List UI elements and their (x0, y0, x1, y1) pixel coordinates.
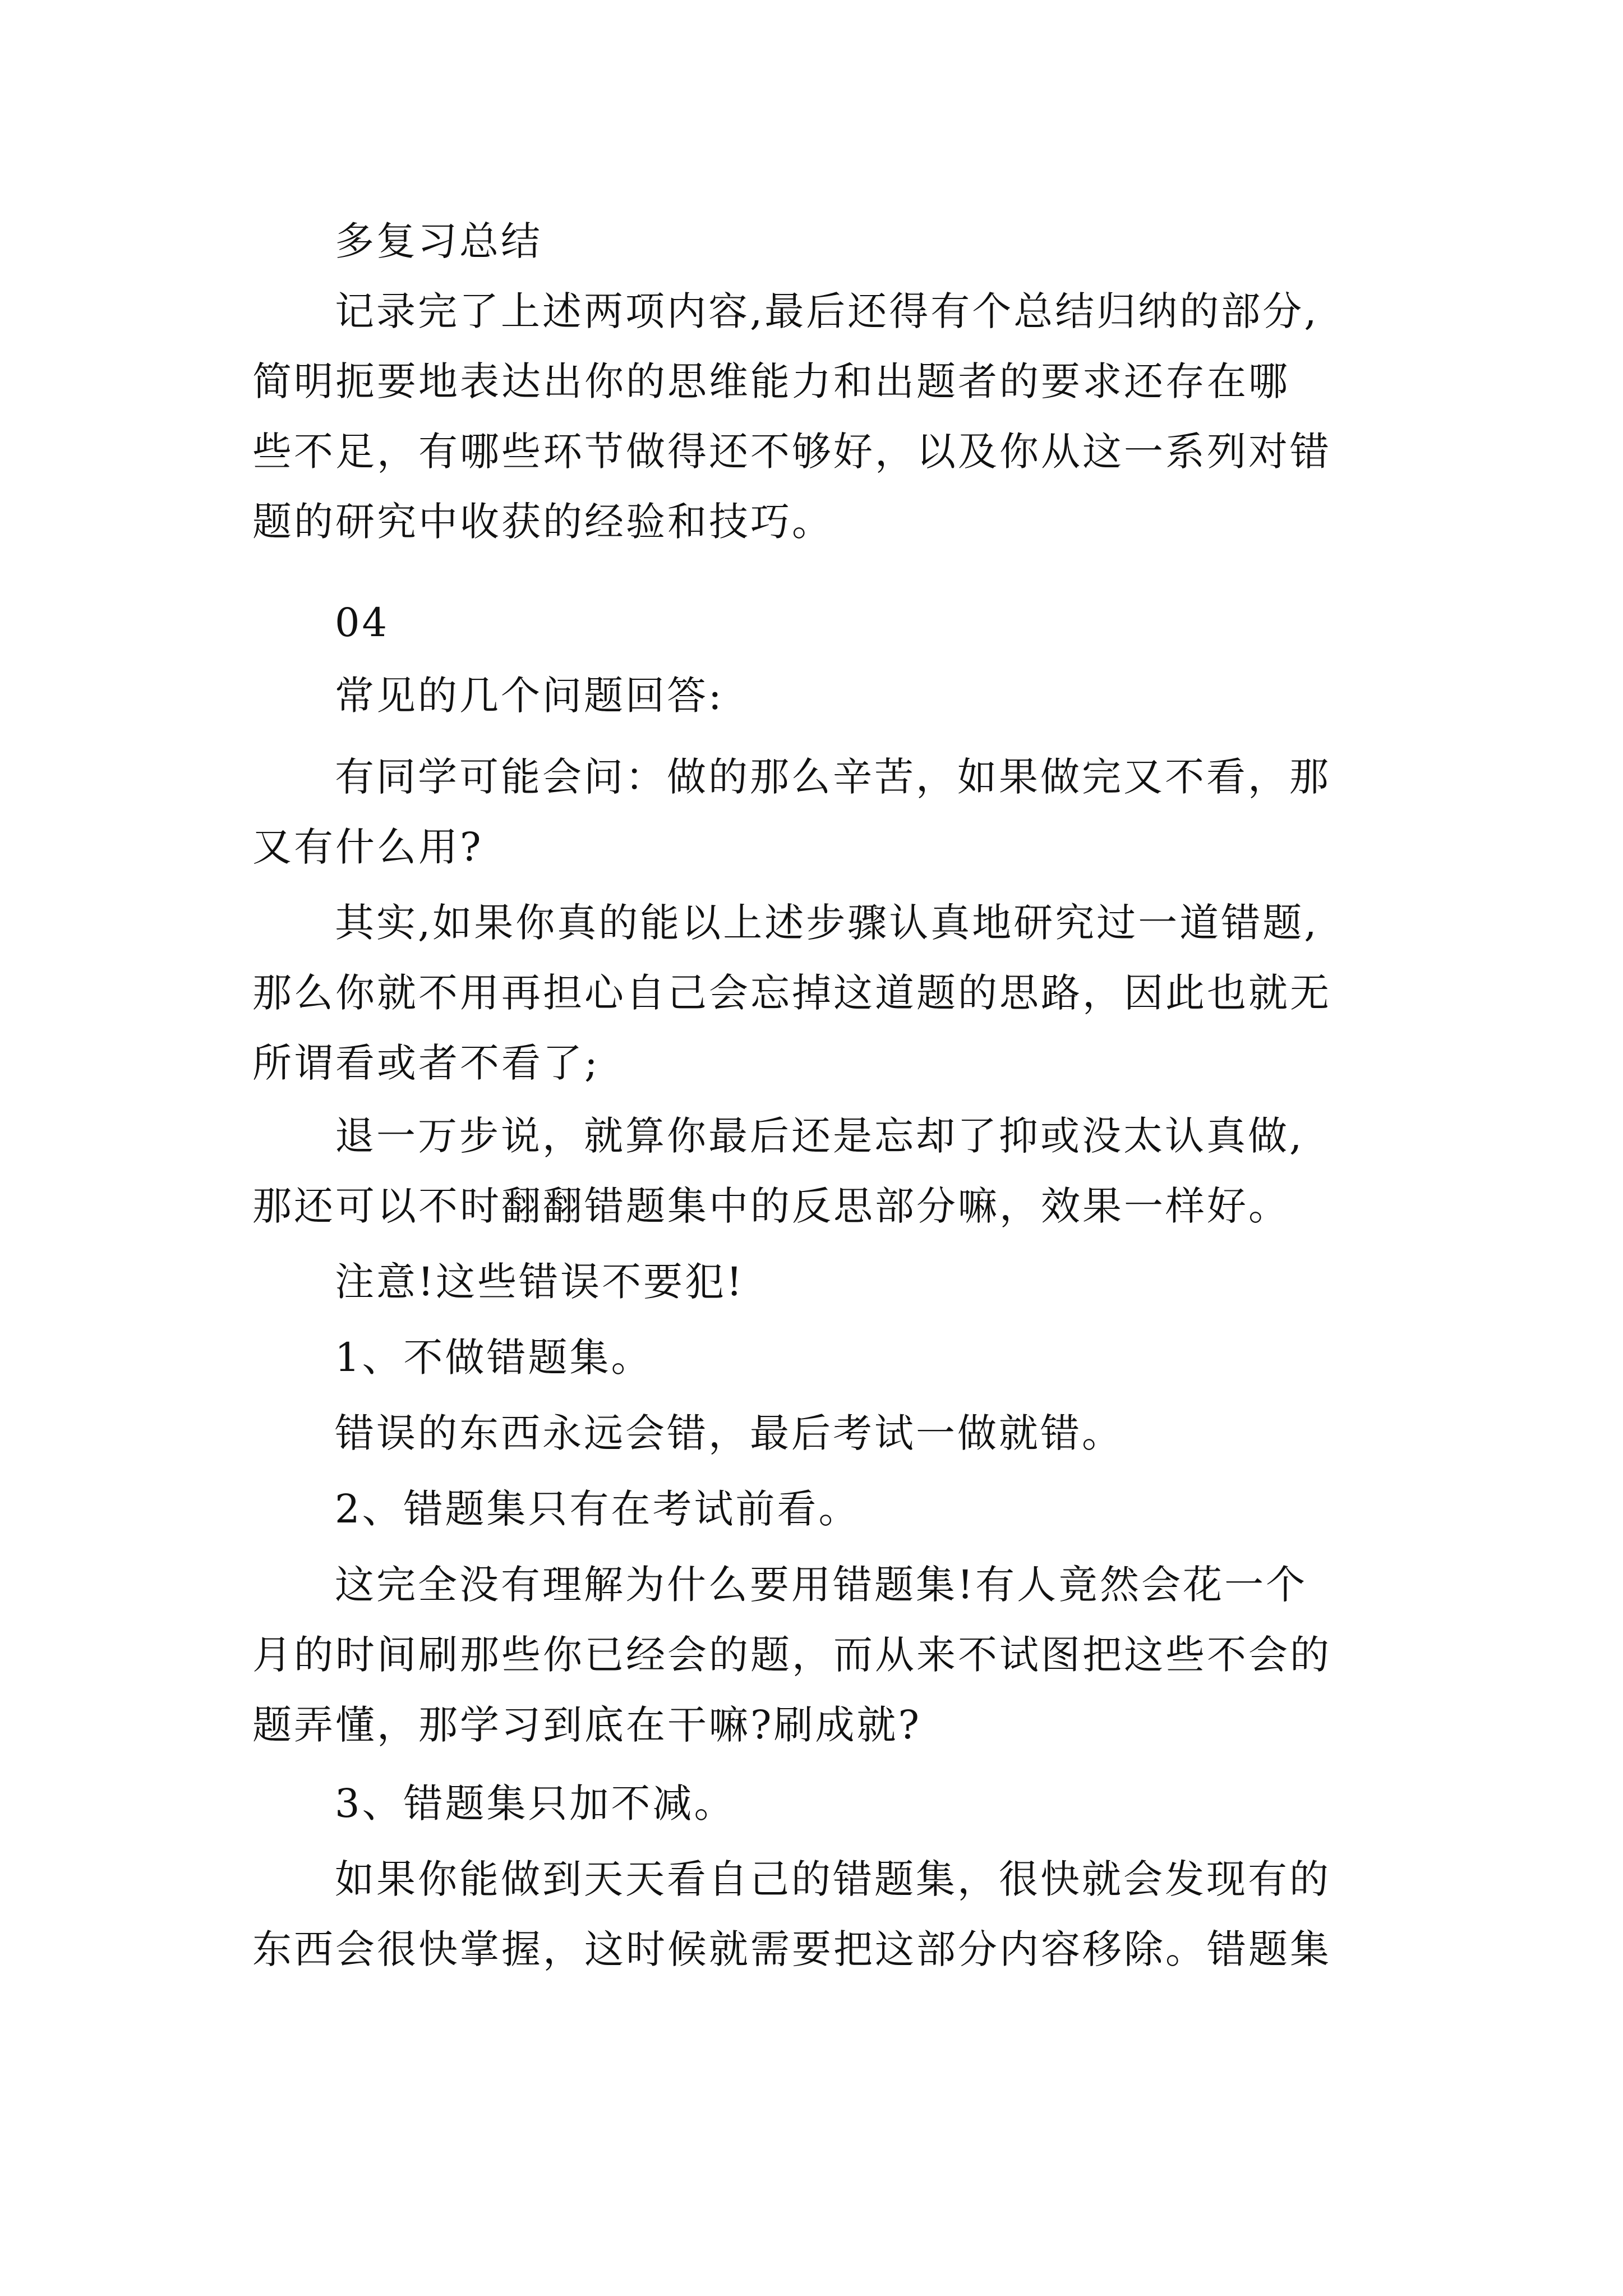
paragraph-line: 东西会很快掌握，这时候就需要把这部分内容移除。错题集 (252, 1926, 1331, 1972)
paragraph-line: 那还可以不时翻翻错题集中的反思部分嘛，效果一样好。 (252, 1183, 1290, 1229)
paragraph-line: 些不足，有哪些环节做得还不够好，以及你从这一系列对错 (252, 429, 1331, 475)
paragraph-line: 月的时间刷那些你已经会的题，而从来不试图把这些不会的 (252, 1632, 1331, 1678)
paragraph-line: 有同学可能会问：做的那么辛苦，如果做完又不看，那 (335, 754, 1331, 800)
paragraph-line: 如果你能做到天天看自己的错题集，很快就会发现有的 (335, 1856, 1331, 1902)
paragraph-line: 其实,如果你真的能以上述步骤认真地研究过一道错题, (335, 900, 1319, 946)
paragraph-line: 错误的东西永远会错，最后考试一做就错。 (335, 1410, 1123, 1456)
section-heading: 多复习总结 (335, 218, 542, 264)
list-item: 1、不做错题集。 (335, 1335, 653, 1381)
section-heading: 注意!这些错误不要犯! (335, 1259, 745, 1305)
paragraph-line: 题的研究中收获的经验和技巧。 (252, 499, 833, 545)
paragraph-line: 所谓看或者不看了; (252, 1040, 600, 1086)
paragraph-line: 记录完了上述两项内容,最后还得有个总结归纳的部分, (335, 288, 1319, 334)
paragraph-line: 退一万步说，就算你最后还是忘却了抑或没太认真做, (335, 1113, 1304, 1159)
paragraph-line: 题弄懂，那学习到底在干嘛?刷成就? (252, 1702, 922, 1748)
paragraph-line: 那么你就不用再担心自己会忘掉这道题的思路，因此也就无 (252, 970, 1331, 1016)
section-number: 04 (335, 600, 390, 646)
paragraph-line: 简明扼要地表达出你的思维能力和出题者的要求还存在哪 (252, 358, 1290, 404)
list-item: 3、错题集只加不减。 (335, 1780, 736, 1826)
paragraph-line: 又有什么用? (252, 824, 483, 870)
paragraph-line: 这完全没有理解为什么要用错题集!有人竟然会花一个 (335, 1562, 1308, 1608)
list-item: 2、错题集只有在考试前看。 (335, 1486, 860, 1532)
section-heading: 常见的几个问题回答: (335, 673, 724, 719)
